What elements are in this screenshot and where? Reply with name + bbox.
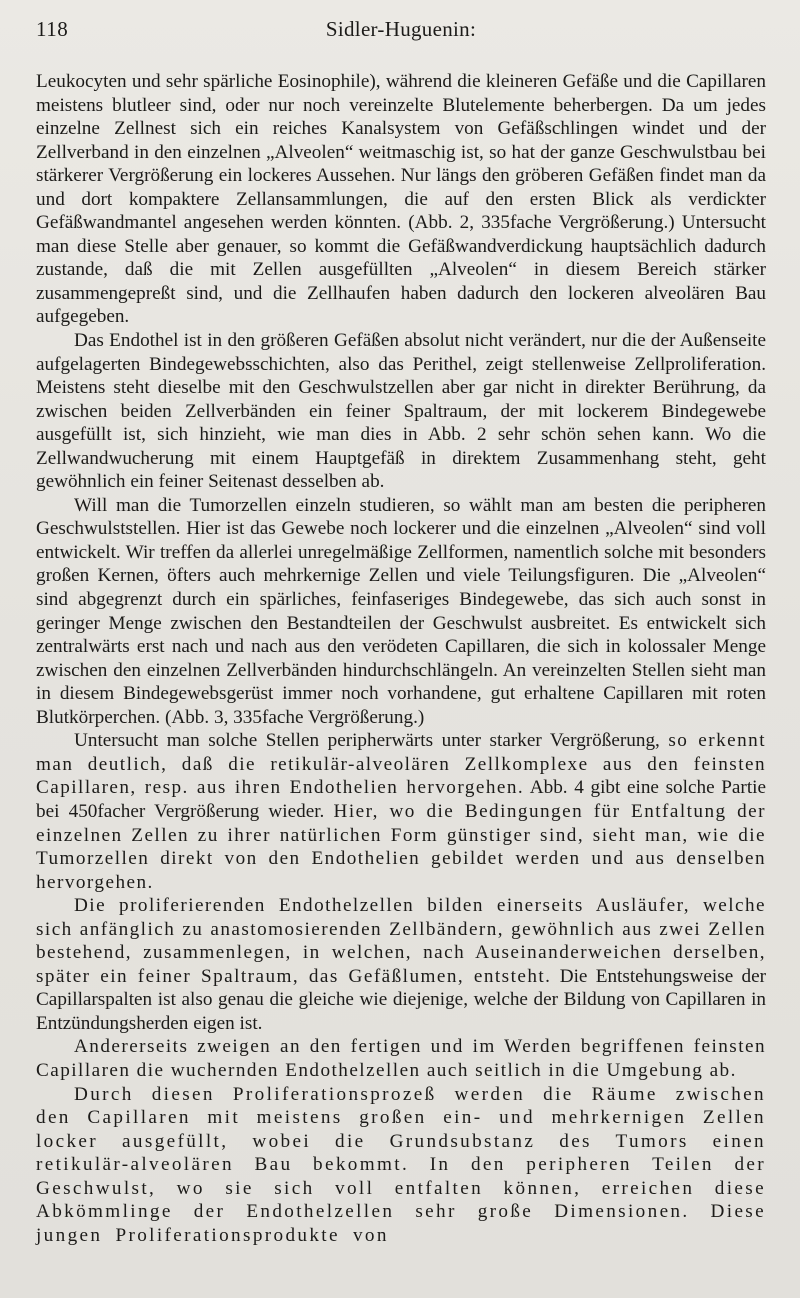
text-emphasis-spaced: so erkennt man deutlich, daß die retikulär-alveolären Zellkomplexe aus den feinsten Capillaren, resp. aus ihren Endothelien hervorgehen.: [36, 730, 766, 799]
body-text: [36, 70, 766, 1247]
text-emphasis-spaced: Hier, wo die Bedingungen für Entfaltung der einzelnen Zellen zu ihrer natürlichen Form günstiger sind, sieht man, wie die Tumorzellen direkt von den Endothelien gebildet werden und aus denselben hervorgehen.: [36, 800, 766, 893]
paragraph-andererseits: Andererseits zweigen an den fertigen und im Werden begriffenen feinsten Capillaren die wuchernden Endothelzellen auch seitlich in die Umgebung ab.: [36, 1036, 766, 1081]
text-plain: Die Entstehungsweise der Capillarspalten ist also genau die gleiche wie diejenige, welche der Bildung von Capillaren in Entzündungsherden eigen ist.: [36, 965, 767, 1034]
text-plain: Abb. 4 gibt eine solche Partie bei 450facher Vergrößerung wieder.: [36, 777, 767, 822]
running-title: Sidler-Huguenin:: [325, 17, 477, 41]
text-emphasis-spaced: Die proliferierenden Endothelzellen bilden einerseits Ausläufer, welche sich anfänglich zu anastomosierenden Zellbändern, gewöhnlich aus zwei Zellen bestehend, zusammenlegen, in welchen, nach Auseinanderweichen derselben, später ein feiner Spaltraum, das Gefäßlumen, entsteht.: [36, 895, 766, 987]
paragraph-proliferierenden: [36, 894, 766, 1035]
running-head: [36, 14, 766, 50]
text-plain: Untersucht man solche Stellen peripherwärts unter starker Vergrößerung,: [74, 730, 660, 752]
paragraph-leukocyten: Leukocyten und sehr spärliche Eosinophile), während die kleineren Gefäße und die Capillaren meistens blutleer sind, oder nur noch vereinzelte Blutelemente beherbergen. Da um jedes einzelne Zellnest sich ein reiches Kanalsystem von Gefäßschlingen windet und der Zellverband in den einzelnen „Alveolen“ weitmaschig ist, so hat der ganze Geschwulstbau bei stärkerer Vergrößerung ein lockeres Aussehen. Nur längs den gröberen Gefäßen findet man da und dort kompaktere Zellansammlungen, die auf den ersten Blick als verdickter Gefäßwandmantel angesehen werden könnten. (Abb. 2, 335fache Vergrößerung.) Untersucht man diese Stelle aber genauer, so kommt die Gefäßwandverdickung hauptsächlich dadurch zustande, daß die mit Zellen ausgefüllten „Alveolen“ in diesem Bereich stärker zusammengepreßt sind, und die Zellhaufen haben dadurch den lockeren alveolären Bau aufgegeben.: [36, 71, 766, 328]
page-number: 118: [36, 17, 69, 41]
paragraph-untersucht: [36, 729, 766, 894]
paragraph-endothel: Das Endothel ist in den größeren Gefäßen absolut nicht verändert, nur die der Außenseite aufgelagerten Bindegewebsschichten, also das Perithel, zeigt stellenweise Zellproliferation. Meistens steht dieselbe mit den Geschwulstzellen aber gar nicht in direkter Berührung, da zwischen beiden Zellverbänden ein feiner Spaltraum, der mit lockerem Bindegewebe ausgefüllt ist, sich hinzieht, wie man dies in Abb. 2 sehr schön sehen kann. Wo die Zellwandwucherung mit einem Hauptgefäß in direktem Zusammenhang steht, geht gewöhnlich ein feiner Seitenast desselben ab.: [36, 330, 766, 493]
paragraph-proliferationsprozess: Durch diesen Proliferationsprozeß werden die Räume zwischen den Capillaren mit meistens großen ein- und mehrkernigen Zellen locker ausgefüllt, wobei die Grundsubstanz des Tumors einen retikulär-alveolären Bau bekommt. In den peripheren Teilen der Geschwulst, wo sie sich voll entfalten können, erreichen diese Abkömmlinge der Endothelzellen sehr große Dimensionen. Diese jungen Proliferationsprodukte von: [36, 1083, 766, 1246]
paragraph-tumorzellen: Will man die Tumorzellen einzeln studieren, so wählt man am besten die peripheren Geschwulststellen. Hier ist das Gewebe noch lockerer und die einzelnen „Alveolen“ sind voll entwickelt. Wir treffen da allerlei unregelmäßige Zellformen, namentlich solche mit besonders großen Kernen, öfters auch mehrkernige Zellen und viele Teilungsfiguren. Die „Alveolen“ sind abgegrenzt durch ein spärliches, feinfaseriges Bindegewebe, das sich auch sonst in geringer Menge zwischen den Bestandteilen der Geschwulst ausbreitet. Es entwickelt sich zentralwärts erst nach und nach aus den verödeten Capillaren, die sich in kolossaler Menge zwischen den einzelnen Zellverbänden hindurchschlängeln. An vereinzelten Stellen sieht man in diesem Bindegewebsgerüst immer noch vorhandene, gut erhaltene Capillaren mit roten Blutkörperchen. (Abb. 3, 335fache Vergrößerung.): [36, 494, 766, 728]
